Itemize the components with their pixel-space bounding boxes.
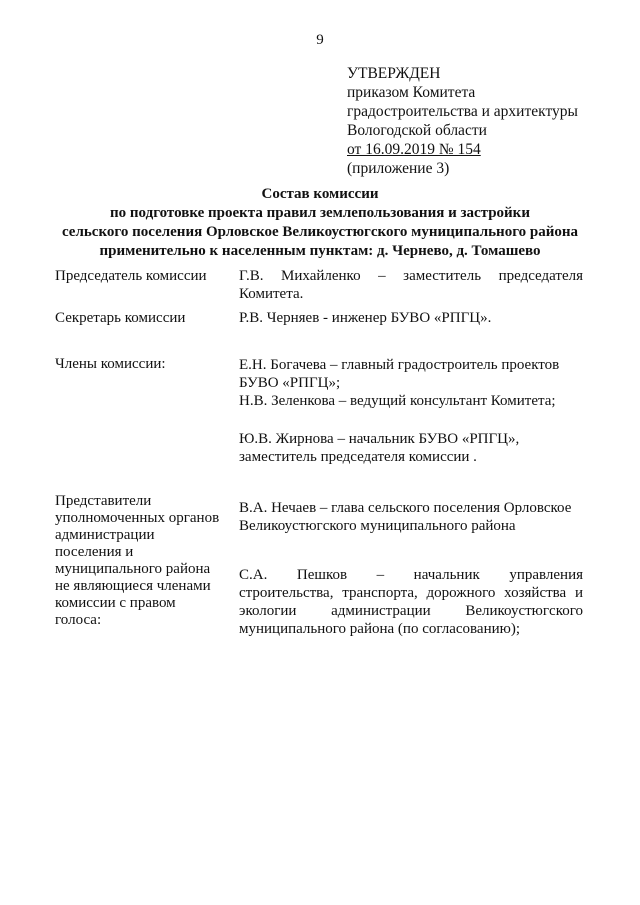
title-line: Состав комиссии — [261, 186, 379, 202]
secretary-role: Секретарь комиссии — [55, 310, 186, 326]
entry-line: заместитель председателя комиссии . — [239, 449, 477, 465]
entry-line: Р.В. Черняев - инженер БУВО «РПГЦ». — [239, 310, 492, 326]
entry-line: строительства, транспорта, дорожного хозяйства и — [239, 585, 583, 601]
entry-line: экологии администрации Великоустюгского — [239, 603, 583, 619]
entry-line: Е.Н. Богачева – главный градостроитель проектов — [239, 357, 560, 373]
entry-line: Г.В. Михайленко – заместитель председателя — [239, 268, 583, 284]
title-line: сельского поселения Орловское Великоустюгского муниципального района — [61, 224, 579, 240]
document-title — [30, 185, 610, 261]
approval-stamp — [347, 64, 578, 178]
role-line: комиссии с правом — [55, 595, 176, 611]
representatives-role — [55, 493, 219, 629]
approval-line: Вологодской области — [347, 122, 487, 139]
entry-line: В.А. Нечаев – глава сельского поселения Орловское — [239, 500, 572, 516]
role-line: администрации — [55, 527, 155, 543]
approval-line: градостроительства и архитектуры — [347, 103, 578, 120]
role-line: муниципального района — [55, 561, 211, 577]
representative-entry-2 — [239, 566, 583, 638]
approval-appendix: (приложение 3) — [347, 160, 450, 177]
entry-line: Комитета. — [239, 286, 304, 302]
role-line: поселения и — [55, 544, 134, 560]
representative-entry-1 — [239, 499, 583, 535]
members-entry-group-2 — [239, 430, 583, 466]
members-entry-group-1 — [239, 356, 583, 410]
approval-line: приказом Комитета — [347, 84, 476, 101]
role-line: голоса: — [55, 612, 102, 628]
entry-line: БУВО «РПГЦ»; — [239, 375, 341, 391]
entry-line: муниципального района (по согласованию); — [239, 621, 521, 637]
approval-heading: УТВЕРЖДЕН — [347, 65, 441, 82]
chairman-entry — [239, 267, 583, 303]
entry-line: Ю.В. Жирнова – начальник БУВО «РПГЦ», — [239, 431, 520, 447]
members-role: Члены комиссии: — [55, 356, 166, 372]
title-line: применительно к населенным пунктам: д. Чернево, д. Томашево — [99, 243, 541, 259]
entry-line: Н.В. Зеленкова – ведущий консультант Комитета; — [239, 393, 556, 409]
role-line: не являющиеся членами — [55, 578, 211, 594]
page-number: 9 — [316, 32, 324, 48]
title-line: по подготовке проекта правил землепользования и застройки — [110, 205, 530, 221]
secretary-entry — [239, 309, 583, 327]
entry-line: Великоустюгского муниципального района — [239, 518, 516, 534]
approval-order-number: от 16.09.2019 № 154 — [347, 141, 481, 158]
chairman-role: Председатель комиссии — [55, 268, 207, 284]
role-line: Представители — [55, 493, 152, 509]
entry-line: С.А. Пешков – начальник управления — [239, 567, 583, 583]
role-line: уполномоченных органов — [55, 510, 220, 526]
